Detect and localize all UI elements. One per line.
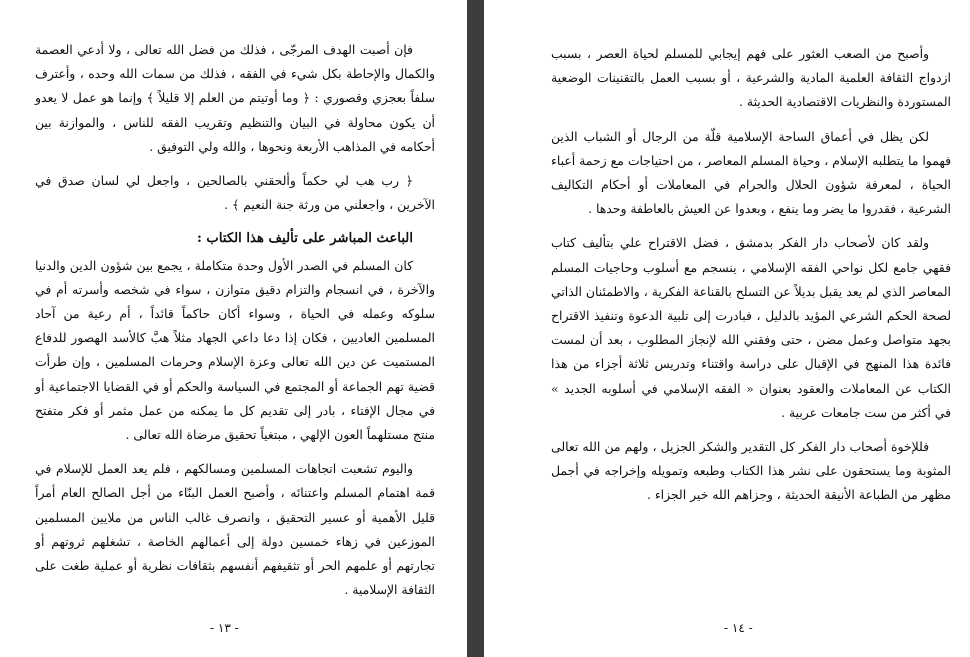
left-page-number: - ١٣ - (210, 621, 239, 635)
right-paragraph-4: فللإخوة أصحاب دار الفكر كل التقدير والشكر الجزيل ، ولهم من الله تعالى المثوبة وما يستحقون على نشر هذا الكتاب وطبعه وتمويله وإخراجه في أجمل مظهر من الطباعة الأنيقة الحديثة ، وجزاهم الله خير الجزاء . (551, 439, 951, 503)
right-page-text (551, 42, 951, 518)
right-paragraph-1: وأصبح من الصعب العثور على فهم إيجابي للمسلم لحياة العصر ، بسبب ازدواج الثقافة العلمية المادية والشرعية ، أو بسبب العمل بالتقنينات الوضعية المستوردة والنظريات الاقتصادية الحديثة . (551, 46, 951, 110)
left-paragraph-2: ﴿ رب هب لي حكماً وألحقني بالصالحين ، واجعل لي لسان صدق في الآخرين ، واجعلني من ورثة جنة النعيم ﴾ . (35, 173, 435, 213)
right-page-number: - ١٤ - (724, 621, 753, 635)
book-page-left (0, 0, 467, 657)
left-page-text (35, 38, 435, 612)
book-page-right (484, 0, 970, 657)
section-heading: الباعث المباشر على تأليف هذا الكتاب : (196, 231, 413, 247)
page-gutter-divider (467, 0, 484, 657)
right-paragraph-2: لكن يظل في أعماق الساحة الإسلامية قلّة من الرجال أو الشباب الذين فهموا ما يتطلبه الإسلام ، وحياة المسلم المعاصر ، من احتياجات مع زحمة أعباء الحياة ، لمعرفة شؤون الحلال والحرام في المعاملات أو أحكام التكاليف الشرعية ، فقدروا ما يضر وما ينفع ، وبعدوا عن العيش بالعاطفة وحدها . (551, 128, 951, 217)
left-paragraph-1: فإن أصبت الهدف المرجّى ، فذلك من فضل الله تعالى ، ولا أدعي العصمة والكمال والإحاطة بكل شيء في الفقه ، فذلك من سمات الله وحده ، وأعترف سلفاً بعجزي وقصوري : ﴿ وما أوتيتم من العلم إلا قليلاً ﴾ وإنما هو عمل لا يعدو أن يكون محاولة في البيان والتنظيم وتقريب الفقه للناس ، والموازنة بين أحكامه في المذاهب الأربعة ونحوها ، والله ولي التوفيق . (35, 42, 435, 154)
left-paragraph-3: كان المسلم في الصدر الأول وحدة متكاملة ، يجمع بين شؤون الدين والدنيا والآخرة ، في انسجام والتزام دقيق متوازن ، سواء في شخصه وأسرته أم في سلوكه وعمله في الحياة ، وسواء أكان حاكماً قائداً ، أم رعية من آحاد المسلمين العاديين ، فكان إذا دعا داعي الجهاد مثلاً هبَّ كالأسد الهصور للدفاع المستميت عن دين الله تعالى وعزة الإسلام وحرمات المسلمين ، وإن طرأت قضية تهم الجماعة أو المجتمع في السياسة والحكم أو في القضايا الاجتماعية أو في مجال الإفتاء ، بادر إلى تقديم كل ما يمكنه من عمل مثمر أو فكر متفتح منتج مستلهماً العون الإلهي ، مبتغياً تحقيق مرضاة الله تعالى . (35, 257, 435, 443)
left-paragraph-4: واليوم تشعبت اتجاهات المسلمين ومسالكهم ، فلم يعد العمل للإسلام في قمة اهتمام المسلم واعتنائه ، وأصبح العمل البنّاء من أجل الصالح العام أمراً قليل الأهمية أو عسير التحقيق ، وانصرف غالب الناس من ملايين المسلمين الموزعين في زهاء خمسين دولة إلى أعمالهم الخاصة ، تشغلهم ثروتهم أو تجارتهم أو علمهم الحر أو تثقيفهم أنفسهم بثقافات نظرية أو عملية طغت على الثقافة الإسلامية . (35, 461, 435, 598)
right-paragraph-3: ولقد كان لأصحاب دار الفكر بدمشق ، فضل الاقتراح علي بتأليف كتاب فقهي جامع لكل نواحي الفقه الإسلامي ، ينسجم مع أسلوب وحاجيات المسلم المعاصر الذي لم يعد يقبل بديلاً عن التسلح بالقناعة الفكرية ، والاطمئنان الذاتي لصحة الحكم الشرعي المؤيد بالدليل ، فبادرت إلى تلبية الدعوة وتنفيذ الاقتراح بجهد متواصل وعمل مضن ، حتى وفقني الله لإنجاز المطلوب ، بعد أن لمست فائدة هذا المنهج في الإقبال على دراسة واقتناء وتدريس ثلاثة أجزاء من هذا الكتاب عن المعاملات والعقود بعنوان « الفقه الإسلامي في أسلوبه الجديد » في أكثر من ست جامعات عربية . (551, 235, 951, 420)
